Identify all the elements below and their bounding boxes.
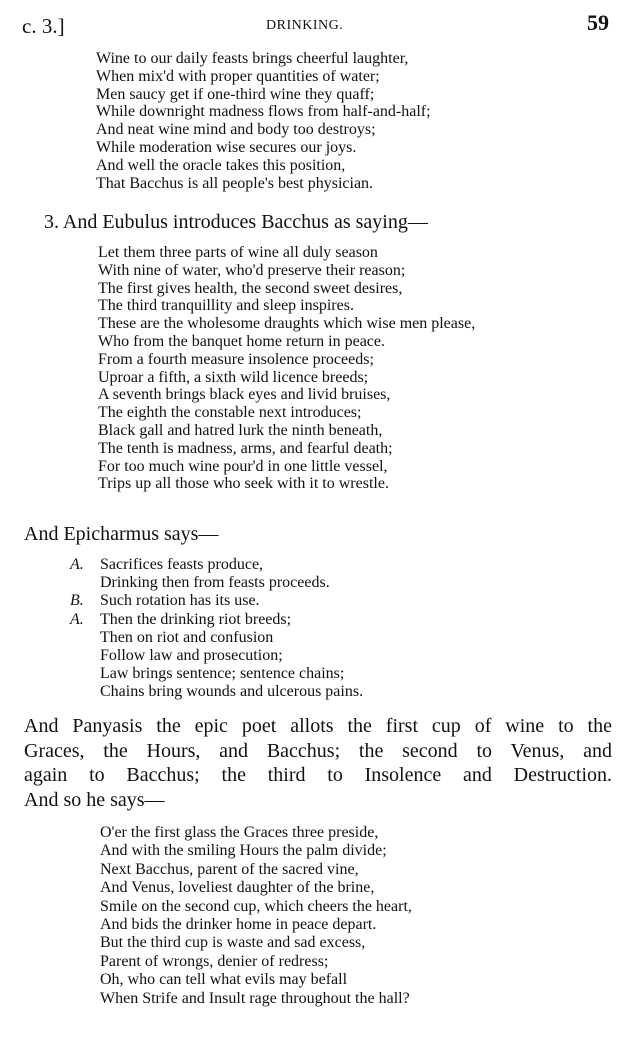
verse-line: With nine of water, who'd preserve their reason;: [98, 261, 406, 279]
prose-line: Graces, the Hours, and Bacchus; the second to Venus, and: [24, 739, 612, 762]
verse-block-3: [100, 824, 412, 1008]
verse-line: Oh, who can tell what evils may befall: [100, 971, 348, 989]
verse-line: And bids the drinker home in peace depart.: [100, 916, 377, 934]
verse-line: Black gall and hatred lurk the ninth beneath,: [98, 421, 383, 439]
page-number: 59: [587, 10, 609, 35]
dialogue-line: [64, 611, 363, 629]
prose-line: And so he says—: [24, 788, 165, 811]
dialogue-line: [64, 665, 363, 683]
verse-line: The third tranquillity and sleep inspires.: [98, 297, 354, 315]
dialogue-text: Chains bring wounds and ulcerous pains.: [100, 683, 364, 701]
verse-line: While moderation wise secures our joys.: [96, 138, 357, 156]
verse-line: That Bacchus is all people's best physician.: [96, 174, 374, 192]
verse-line: Uproar a fifth, a sixth wild licence breeds;: [98, 368, 369, 386]
speaker-label: B.: [70, 592, 84, 610]
verse-line: And neat wine mind and body too destroys;: [96, 121, 376, 139]
verse-block-1: [96, 50, 431, 192]
dialogue-block: [64, 556, 363, 702]
chapter-reference: c. 3.]: [22, 14, 65, 38]
dialogue-text: Law brings sentence; sentence chains;: [100, 665, 345, 683]
verse-line: Parent of wrongs, denier of redress;: [100, 952, 329, 970]
paragraph-epicharmus: And Epicharmus says—: [24, 523, 219, 545]
paragraph-eubulus: 3. And Eubulus introduces Bacchus as saying—: [44, 211, 428, 233]
verse-line: And well the oracle takes this position,: [96, 156, 346, 174]
verse-line: The tenth is madness, arms, and fearful death;: [98, 439, 393, 457]
paragraph-panyasis: [24, 714, 612, 812]
verse-line: Trips up all those who seek with it to wrestle.: [98, 475, 389, 493]
verse-line: Let them three parts of wine all duly season: [98, 244, 378, 261]
prose-line: again to Bacchus; the third to Insolence and Destruction.: [24, 764, 612, 786]
dialogue-line: [64, 574, 363, 592]
verse-line: A seventh brings black eyes and livid bruises,: [98, 386, 391, 404]
verse-line: Who from the banquet home return in peace.: [98, 332, 385, 350]
dialogue-text: Sacrifices feasts produce,: [100, 556, 264, 573]
verse-line: Smile on the second cup, which cheers the heart,: [100, 897, 412, 915]
dialogue-text: Such rotation has its use.: [100, 592, 260, 610]
dialogue-text: Then on riot and confusion: [100, 628, 274, 646]
verse-line: Men saucy get if one-third wine they quaff;: [96, 85, 375, 103]
verse-line: While downright madness flows from half-and-half;: [96, 103, 431, 121]
prose-line: And Panyasis the epic poet allots the first cup of wine to the: [24, 715, 612, 737]
verse-line: Next Bacchus, parent of the sacred vine,: [100, 860, 359, 878]
running-header: [0, 8, 625, 36]
speaker-label: A.: [70, 610, 84, 628]
verse-line: When mix'd with proper quantities of water;: [96, 67, 380, 85]
verse-line: For too much wine pour'd in one little vessel,: [98, 457, 388, 475]
dialogue-line: [64, 683, 363, 701]
verse-line: From a fourth measure insolence proceeds;: [98, 350, 374, 368]
running-title: DRINKING.: [266, 18, 344, 33]
verse-line: The first gives health, the second sweet desires,: [98, 279, 403, 297]
verse-line: And Venus, loveliest daughter of the brine,: [100, 879, 375, 897]
dialogue-line: [64, 556, 363, 574]
dialogue-text: Then the drinking riot breeds;: [100, 610, 292, 628]
verse-line: These are the wholesome draughts which wise men please,: [98, 315, 476, 333]
verse-block-2: [98, 244, 475, 493]
verse-line: Wine to our daily feasts brings cheerful laughter,: [96, 50, 409, 67]
dialogue-line: [64, 592, 363, 610]
verse-line: But the third cup is waste and sad excess,: [100, 934, 366, 952]
dialogue-line: [64, 629, 363, 647]
dialogue-text: Drinking then from feasts proceeds.: [100, 574, 330, 592]
verse-line: The eighth the constable next introduces;: [98, 404, 362, 422]
verse-line: O'er the first glass the Graces three preside,: [100, 824, 379, 841]
verse-line: And with the smiling Hours the palm divide;: [100, 842, 387, 860]
verse-line: When Strife and Insult rage throughout the hall?: [100, 989, 410, 1007]
dialogue-line: [64, 647, 363, 665]
speaker-label: A.: [70, 556, 84, 573]
dialogue-text: Follow law and prosecution;: [100, 647, 283, 665]
